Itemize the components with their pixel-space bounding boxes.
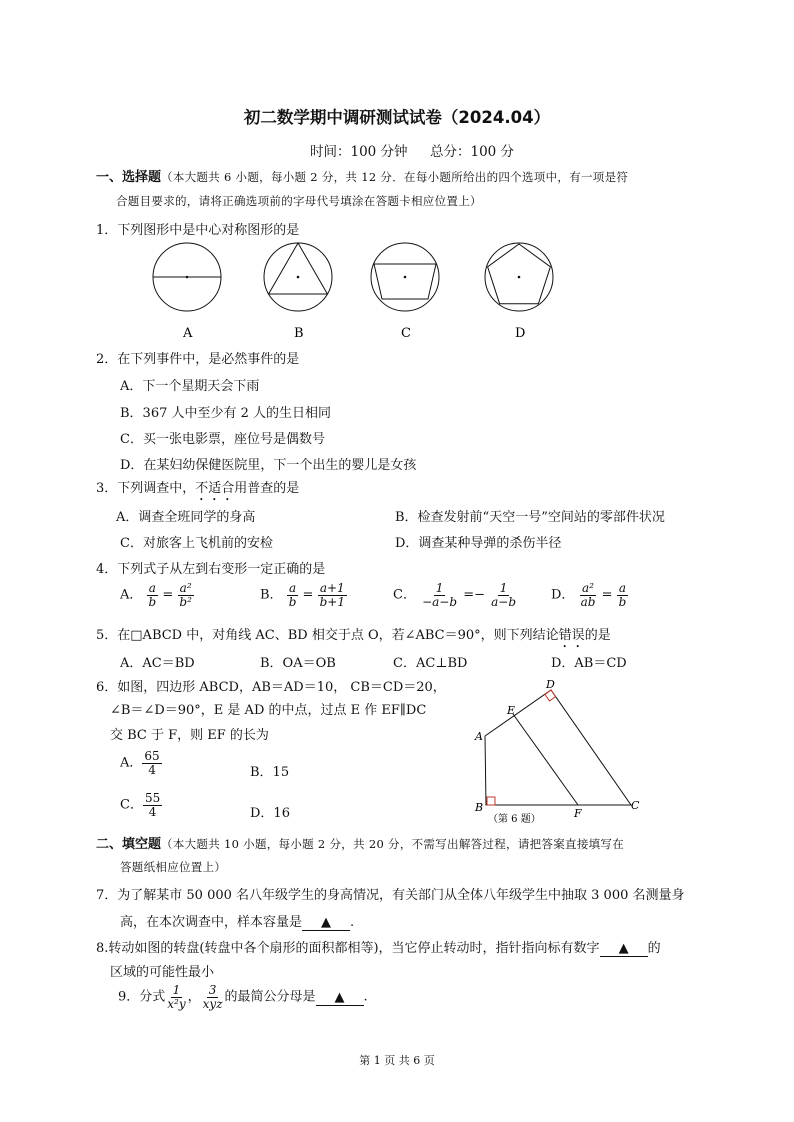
q3-option-a: A．调查全班同学的身高: [116, 510, 256, 525]
section2-header: [96, 833, 624, 852]
q1-stem: 1．下列图形中是中心对称图形的是: [96, 223, 300, 238]
q5-stem-emphasis: 错误: [558, 628, 585, 643]
q3-stem-emphasis: 不适合: [195, 481, 235, 496]
section2-heading: 二、填空题: [96, 837, 162, 852]
q1-label-d: D: [515, 326, 526, 341]
q1-label-c: C: [401, 326, 411, 341]
q4-option-d: [551, 582, 628, 608]
q6-line1: 6．如图，四边形 ABCD，AB＝AD＝10， CB＝CD＝20，: [96, 680, 446, 695]
q3-option-d: D．调查某种导弹的杀伤半径: [395, 536, 562, 551]
q9-fraction-1: $\frac{1}{\text{x²y}}$: [167, 983, 186, 1011]
point-label-d: D: [546, 678, 555, 691]
q8-line1-end: 的: [647, 941, 661, 956]
q2-option-b: B．367 人中至少有 2 人的生日相同: [120, 406, 332, 421]
q5-stem-pre: 5．在□ABCD 中，对角线 AC、BD 相交于点 O，若∠ABC＝90°，则下列结论: [96, 628, 559, 643]
q4-option-c: [393, 582, 518, 608]
q6-line3: 交 BC 于 F，则 EF 的长为: [110, 728, 269, 743]
q3-stem: [96, 477, 299, 504]
q6-option-c: [120, 792, 162, 818]
q9-answer-blank[interactable]: ▲: [316, 990, 364, 1006]
q2-option-c: C．买一张电影票，座位号是偶数号: [120, 432, 325, 447]
figure-c-circle-trapezoid: [371, 243, 439, 311]
q2-option-a: A．下一个星期天会下雨: [120, 379, 260, 394]
q3-option-b: B．检查发射前“天空一号”空间站的零部件状况: [395, 510, 665, 525]
q6-a-fraction: $\frac{65}{4}$: [144, 749, 160, 777]
q4-a-right-fraction: $\frac{\text{a²}}{\text{b²}}$: [179, 581, 192, 609]
q4-d-left-fraction: $\frac{\text{a²}}{ab}$: [580, 581, 596, 609]
q4-option-a: [120, 582, 194, 608]
q4-a-label: A．: [120, 587, 143, 603]
q6-option-b: B．15: [250, 765, 290, 780]
q8-answer-blank[interactable]: ▲: [600, 941, 648, 957]
q5-option-c: C．AC⊥BD: [393, 656, 468, 671]
q1-label-b: B: [294, 326, 304, 341]
q4-b-equals: =: [302, 587, 314, 603]
q8-line1: [96, 937, 661, 957]
q4-a-equals: =: [162, 587, 174, 603]
q3-stem-pre: 3．下列调查中，: [96, 481, 196, 496]
q9-text-end: .: [363, 989, 368, 1005]
q4-c-label: C．: [393, 587, 416, 603]
q6-line2: ∠B＝∠D＝90°，E 是 AD 的中点，过点 E 作 EF∥DC: [110, 703, 427, 718]
q4-c-right-fraction: $\frac{1}{a-b}$: [491, 581, 517, 609]
q4-stem: 4．下列式子从左到右变形一定正确的是: [96, 562, 326, 577]
right-angle-b-mark: [487, 797, 495, 805]
q6-option-a: [120, 750, 162, 776]
q9-fraction-2: $\frac{3}{\text{xyz}}$: [202, 983, 223, 1011]
q5-option-a: A．AC＝BD: [120, 656, 195, 671]
section1-note: （本大题共 6 小题，每小题 2 分，共 12 分．在每小题所给出的四个选项中，有一项是符: [161, 170, 629, 184]
q2-option-d: D．在某妇幼保健医院里，下一个出生的婴儿是女孩: [120, 458, 417, 473]
q4-option-b: [260, 582, 347, 608]
q4-b-left-fraction: $\frac{a}{b}$: [288, 581, 297, 609]
point-label-c: C: [631, 799, 640, 812]
point-label-f: F: [574, 807, 582, 820]
q4-c-minus: −: [474, 587, 485, 603]
q4-b-right-fraction: $\frac{a+1}{b+1}$: [319, 581, 345, 609]
time-info: 时间：100 分钟: [310, 144, 408, 160]
page-title: 初二数学期中调研测试试卷（2024.04）: [243, 108, 551, 127]
section2-note-line2: 答题纸相应位置上）: [120, 860, 227, 874]
q7-line2: [120, 911, 354, 931]
q6-figure: [468, 676, 648, 828]
q4-d-label: D．: [551, 587, 575, 603]
q1-label-a: A: [183, 326, 193, 341]
score-info: 总分：100 分: [430, 144, 515, 160]
q7-line2-text: 高，在本次调查中，样本容量是: [120, 915, 303, 930]
section2-note: （本大题共 10 小题，每小题 2 分，共 20 分，不需写出解答过程，请把答案直接填写在: [161, 837, 625, 851]
right-angle-d-mark: [545, 690, 556, 701]
q7-line1: 7．为了解某市 50 000 名八年级学生的身高情况，有关部门从全体八年级学生中抽取 3 000 名测量身: [96, 888, 685, 903]
q4-d-equals: =: [601, 587, 613, 603]
q9-text-mid: 的最简公分母是: [224, 989, 316, 1005]
q6-a-label: A．: [120, 755, 143, 771]
q6-c-label: C．: [120, 797, 143, 813]
figure-d-circle-pentagon: [485, 243, 553, 311]
q4-a-left-fraction: $\frac{a}{b}$: [148, 581, 157, 609]
q9-line: [118, 984, 368, 1010]
section1-header: [96, 166, 628, 185]
q6-figure-caption: （第 6 题）: [488, 814, 541, 825]
point-label-b: B: [475, 801, 484, 814]
q5-option-d: D．AB＝CD: [551, 656, 627, 671]
q4-c-left-fraction: $\frac{1}{-a-b}$: [422, 581, 458, 609]
q9-separator: ，: [187, 989, 201, 1005]
q7-line2-end: .: [350, 915, 355, 930]
q5-option-b: B．OA＝OB: [260, 656, 336, 671]
q6-option-d: D．16: [250, 806, 290, 821]
q2-stem: 2．在下列事件中，是必然事件的是: [96, 352, 300, 367]
point-label-e: E: [507, 704, 516, 717]
segment-ef: [513, 714, 578, 805]
section1-heading: 一、选择题: [96, 170, 162, 185]
q6-c-fraction: $\frac{55}{4}$: [144, 791, 161, 819]
q5-stem-post: 的是: [584, 628, 611, 643]
q8-line2: 区域的可能性最小: [110, 965, 215, 980]
q5-stem: [96, 624, 611, 651]
point-label-a: A: [475, 730, 483, 743]
q4-c-equals: =: [463, 587, 475, 603]
q4-d-right-fraction: $\frac{a}{b}$: [618, 581, 627, 609]
q3-option-c: C．对旅客上飞机前的安检: [120, 536, 273, 551]
figure-b-circle-triangle: [264, 243, 332, 311]
q1-figures: [140, 240, 560, 342]
page-footer: 第 1 页 共 6 页: [359, 1054, 435, 1067]
q3-stem-post: 用普查的是: [234, 481, 300, 496]
q7-answer-blank[interactable]: ▲: [302, 915, 350, 931]
figure-a-circle-diameter: [153, 243, 221, 311]
q9-text-pre: 9．分式: [118, 989, 166, 1005]
section1-note-line2: 合题目要求的，请将正确选项前的字母代号填涂在答题卡相应位置上）: [116, 194, 482, 208]
q4-b-label: B．: [260, 587, 283, 603]
q8-line1-text: 8.转动如图的转盘(转盘中各个扇形的面积都相等)，当它停止转动时，指针指向标有数字: [96, 941, 600, 956]
